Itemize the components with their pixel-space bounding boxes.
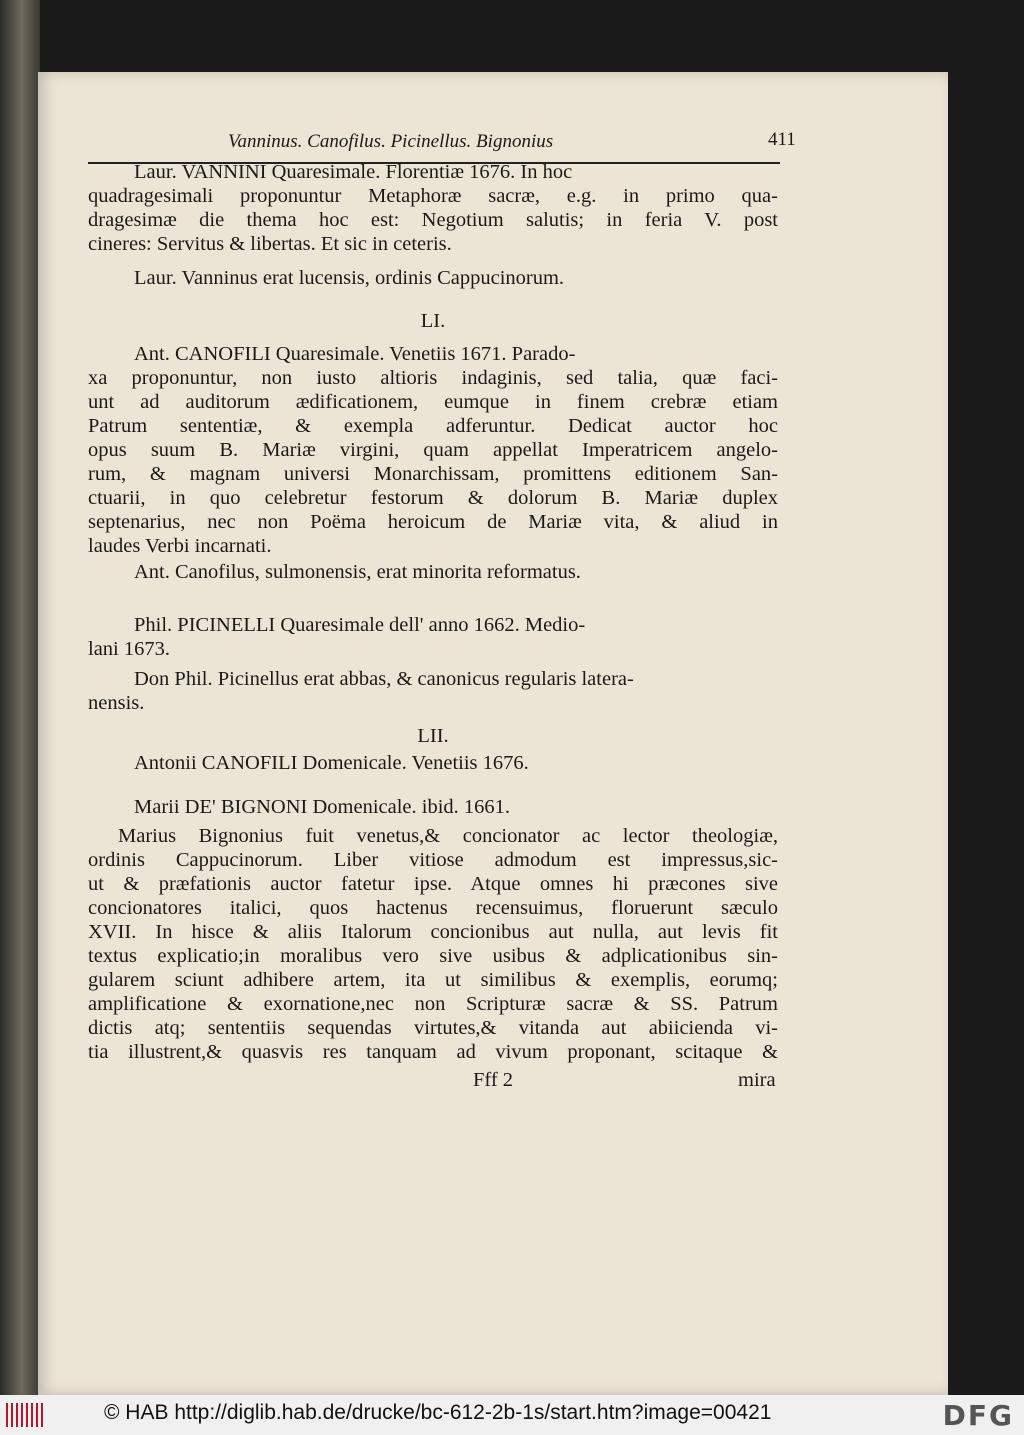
text-line: septenarius, nec non Poëma heroicum de Mariæ vita, & aliud in [88,511,778,533]
text-line: ctuarii, in quo celebretur festorum & dolorum B. Mariæ duplex [88,487,778,509]
text-line: rum, & magnam universi Monarchissam, promittens editionem San- [88,463,778,485]
text-line: concionatores italici, quos hactenus recensuimus, floruerunt sæculo [88,897,778,919]
signature-mark: Fff 2 [473,1069,514,1091]
text-line: nensis. [88,692,145,714]
text-line: gularem sciunt adhibere artem, ita ut similibus & exemplis, eorumq; [88,969,778,991]
text-line: opus suum B. Mariæ virgini, quam appellat Imperatricem angelo- [88,439,778,461]
book-edge [0,0,40,1395]
text-line: Antonii CANOFILI Domenicale. Venetiis 1676. [134,752,529,774]
hab-logo-icon[interactable] [6,1403,46,1427]
text-line: quadragesimali proponuntur Metaphoræ sacræ, e.g. in primo qua- [88,185,778,207]
text-line: tia illustrent,& quasvis res tanquam ad vivum proponant, scitaque & [88,1041,778,1063]
text-line: unt ad auditorum ædificationem, eumque in finem crebræ etiam [88,391,778,413]
page-number: 411 [768,129,796,150]
text-line: Marii DE' BIGNONI Domenicale. ibid. 1661. [134,796,511,818]
section-heading: LII. [417,725,449,747]
text-line: ordinis Cappucinorum. Liber vitiose admodum est impressus,sic- [88,849,778,871]
catchword: mira [738,1069,776,1091]
text-line: amplificatione & exornatione,nec non Scripturæ sacræ & SS. Patrum [88,993,778,1015]
text-line: Marius Bignonius fuit venetus,& concionator ac lector theologiæ, [118,825,778,847]
text-line: textus explicatio;in moralibus vero sive usibus & adplicationibus sin- [88,945,778,967]
text-line: Phil. PICINELLI Quaresimale dell' anno 1662. Medio- [134,614,586,636]
running-title: Vanninus. Canofilus. Picinellus. Bignonius [228,131,554,152]
text-line: Laur. VANNINI Quaresimale. Florentiæ 1676. In hoc [134,161,573,183]
viewer-footer [0,1395,1024,1435]
text-line: xa proponuntur, non iusto altioris indaginis, sed talia, quæ faci- [88,367,778,389]
text-line: Patrum sententiæ, & exempla adferuntur. Dedicat auctor hoc [88,415,778,437]
text-line: ut & præfationis auctor fatetur ipse. Atque omnes hi præcones sive [88,873,778,895]
text-line: cineres: Servitus & libertas. Et sic in ceteris. [88,233,452,255]
text-line: Ant. CANOFILI Quaresimale. Venetiis 1671. Parado- [134,343,576,365]
text-line: XVII. In hisce & aliis Italorum concionibus aut nulla, aut levis fit [88,921,778,943]
text-line: Ant. Canofilus, sulmonensis, erat minorita reformatus. [134,561,581,583]
source-url[interactable]: © HAB http://diglib.hab.de/drucke/bc-612-2b-1s/start.htm?image=00421 [104,1401,772,1424]
text-line: Laur. Vanninus erat lucensis, ordinis Cappucinorum. [134,267,565,289]
section-heading: LI. [420,310,446,332]
text-line: laudes Verbi incarnati. [88,535,272,557]
text-line: Don Phil. Picinellus erat abbas, & canonicus regularis latera- [134,668,634,690]
dfg-logo[interactable]: DFG [942,1399,1014,1432]
text-line: dictis atq; sententiis sequendas virtutes,& vitanda aut abiicienda vi- [88,1017,778,1039]
book-page [38,72,948,1395]
text-line: lani 1673. [88,638,170,660]
text-line: dragesimæ die thema hoc est: Negotium salutis; in feria V. post [88,209,778,231]
